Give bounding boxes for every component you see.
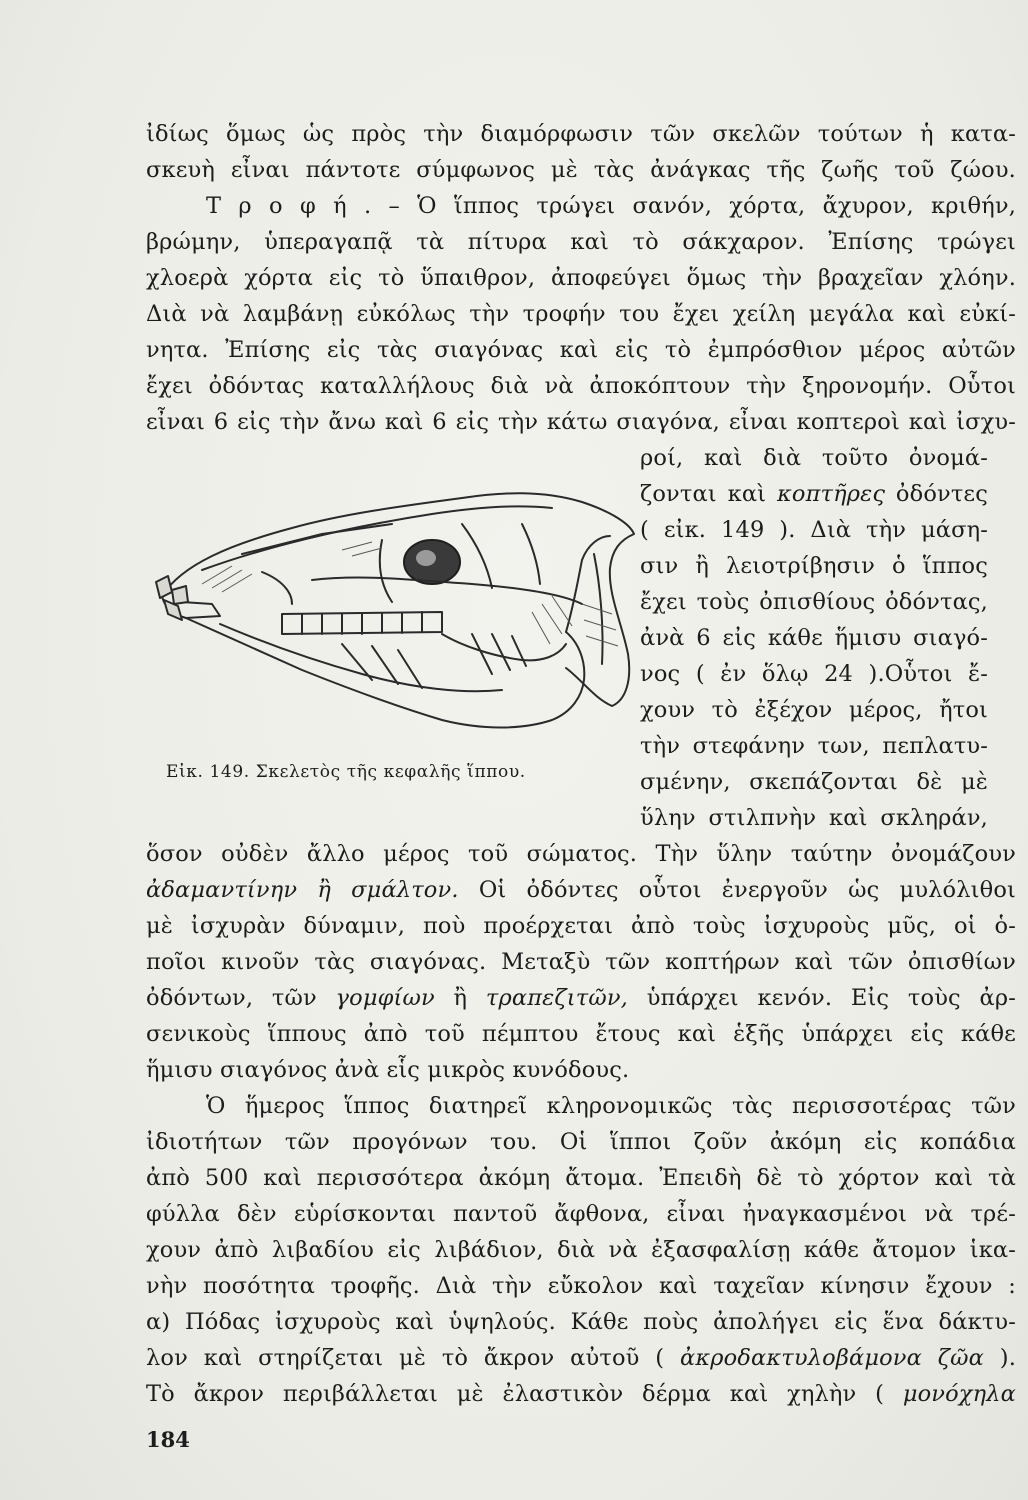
side-text-line: ὕλην στιλπνὴν καὶ σκληράν, [640, 805, 988, 831]
text-fragment: ἢ [453, 985, 468, 1011]
page-number: 184 [146, 1427, 190, 1452]
text-line: χλοερὰ χόρτα εἰς τὸ ὕπαιθρον, ἀποφεύγει ὅμως τὴν βραχεῖαν χλόην. [146, 265, 1016, 291]
text-line: φύλλα δὲν εὑρίσκονται παντοῦ ἄφθονα, εἶναι ἠναγκασμένοι νὰ τρέ- [146, 1201, 1016, 1227]
side-text-fragment: ὀδόντες [895, 481, 988, 507]
side-text-line: σιν ἢ λειοτρίβησιν ὁ ἵππος [640, 553, 988, 579]
text-line: ἥμισυ σιαγόνος ἀνὰ εἷς μικρὸς κυνόδους. [146, 1057, 630, 1083]
text-fragment: λον καὶ στηρίζεται μὲ τὸ ἄκρον αὐτοῦ ( [146, 1345, 665, 1371]
text-line: ἔχει ὀδόντας καταλλήλους διὰ νὰ ἀποκόπτουν τὴν ξηρονομήν. Οὗτοι [146, 373, 1016, 399]
side-text-line: ( εἰκ. 149 ). Διὰ τὴν μάση- [640, 517, 988, 543]
italic-term: ἀκροδακτυλοβάμονα ζῶα [680, 1345, 984, 1371]
text-line [146, 872, 1016, 908]
side-text-line: χουν τὸ ἐξέχον μέρος, ἤτοι [640, 697, 988, 723]
text-line: σενικοὺς ἵππους ἀπὸ τοῦ πέμπτου ἔτους καὶ ἑξῆς ὑπάρχει εἰς κάθε [146, 1021, 1016, 1047]
text-fragment: Οἱ ὀδόντες οὗτοι ἐνεργοῦν ὡς μυλόλιθοι [478, 877, 1016, 903]
text-fragment: ὑπάρχει κενόν. Εἰς τοὺς ἀρ- [646, 985, 1016, 1011]
text-line: Διὰ νὰ λαμβάνῃ εὐκόλως τὴν τροφήν του ἔχει χείλη μεγάλα καὶ εὐκί- [146, 301, 1016, 327]
italic-term: ἀδαμαντίνην ἢ σμάλτον. [146, 877, 459, 903]
text-line: ἰδίως ὅμως ὡς πρὸς τὴν διαμόρφωσιν τῶν σκελῶν τούτων ἡ κατα- [146, 121, 1016, 147]
text-line [146, 1340, 1016, 1376]
text-line [146, 980, 1016, 1016]
italic-term: τραπεζιτῶν, [485, 985, 628, 1011]
italic-term: μονόχηλα [902, 1381, 1016, 1407]
text-line [146, 1376, 1016, 1412]
italic-term: κοπτῆρες [776, 481, 886, 507]
text-line: εἶναι 6 εἰς τὴν ἄνω καὶ 6 εἰς τὴν κάτω σιαγόνα, εἶναι κοπτεροὶ καὶ ἰσχυ- [146, 409, 1016, 435]
text-line: βρώμην, ὑπεραγαπᾷ τὰ πίτυρα καὶ τὸ σάκχαρον. Ἐπίσης τρώγει [146, 229, 1016, 255]
side-text-line: σμένην, σκεπάζονται δὲ μὲ [640, 769, 988, 795]
text-line: Ὁ ἥμερος ἵππος διατηρεῖ κληρονομικῶς τὰς περισσοτέρας τῶν [206, 1093, 1016, 1119]
text-line: ποῖοι κινοῦν τὰς σιαγόνας. Μεταξὺ τῶν κοπτήρων καὶ τῶν ὀπισθίων [146, 949, 1016, 975]
side-text-line: νος ( ἐν ὅλῳ 24 ).Οὗτοι ἔ- [640, 661, 988, 687]
text-fragment: ὀδόντων, τῶν [146, 985, 317, 1011]
side-text-line [640, 476, 988, 512]
text-line: χουν ἀπὸ λιβαδίου εἰς λιβάδιον, διὰ νὰ ἐξασφαλίσῃ κάθε ἄτομον ἱκα- [146, 1237, 1016, 1263]
text-fragment: Τὸ ἄκρον περιβάλλεται μὲ ἐλαστικὸν δέρμα καὶ χηλὴν ( [146, 1381, 885, 1407]
side-text-line: ἀνὰ 6 εἰς κάθε ἥμισυ σιαγό- [640, 625, 988, 651]
text-line: σκευὴ εἶναι πάντοτε σύμφωνος μὲ τὰς ἀνάγκας τῆς ζωῆς τοῦ ζώου. [146, 157, 1016, 183]
text-line: ὅσον οὐδὲν ἄλλο μέρος τοῦ σώματος. Τὴν ὕλην ταύτην ὀνομάζουν [146, 841, 1016, 867]
side-text-line: τὴν στεφάνην των, πεπλατυ- [640, 733, 988, 759]
text-line: μὲ ἰσχυρὰν δύναμιν, ποὺ προέρχεται ἀπὸ τοὺς ἰσχυροὺς μῦς, οἱ ὁ- [146, 913, 1016, 939]
text-line: ἀπὸ 500 καὶ περισσότερα ἀκόμη ἄτομα. Ἐπειδὴ δὲ τὸ χόρτον καὶ τὰ [146, 1165, 1016, 1191]
side-text-line: ἔχει τοὺς ὀπισθίους ὀδόντας, [640, 589, 988, 615]
text-line: ἰδιοτήτων τῶν προγόνων του. Οἱ ἵπποι ζοῦν ἀκόμη εἰς κοπάδια [146, 1129, 1016, 1155]
section-heading-line: Τ ρ ο φ ή . – Ὁ ἵππος τρώγει σανόν, χόρτα, ἄχυρον, κριθήν, [206, 193, 1016, 219]
side-text-line: ροί, καὶ διὰ τοῦτο ὀνομά- [640, 445, 988, 471]
text-fragment: ). [999, 1345, 1016, 1371]
figure-caption: Εἰκ. 149. Σκελετὸς τῆς κεφαλῆς ἵππου. [166, 762, 526, 782]
text-line: νητα. Ἐπίσης εἰς τὰς σιαγόνας καὶ εἰς τὸ ἐμπρόσθιον μέρος αὐτῶν [146, 337, 1016, 363]
side-text-fragment: ζονται καὶ [640, 481, 767, 507]
italic-term: γομφίων [335, 985, 435, 1011]
horse-skull-illustration [142, 484, 642, 746]
text-line: α) Πόδας ἰσχυροὺς καὶ ὑψηλούς. Κάθε ποὺς ἀπολήγει εἰς ἕνα δάκτυ- [146, 1309, 1016, 1335]
text-line: νὴν ποσότητα τροφῆς. Διὰ τὴν εὔκολον καὶ ταχεῖαν κίνησιν ἔχουν : [146, 1273, 1016, 1299]
